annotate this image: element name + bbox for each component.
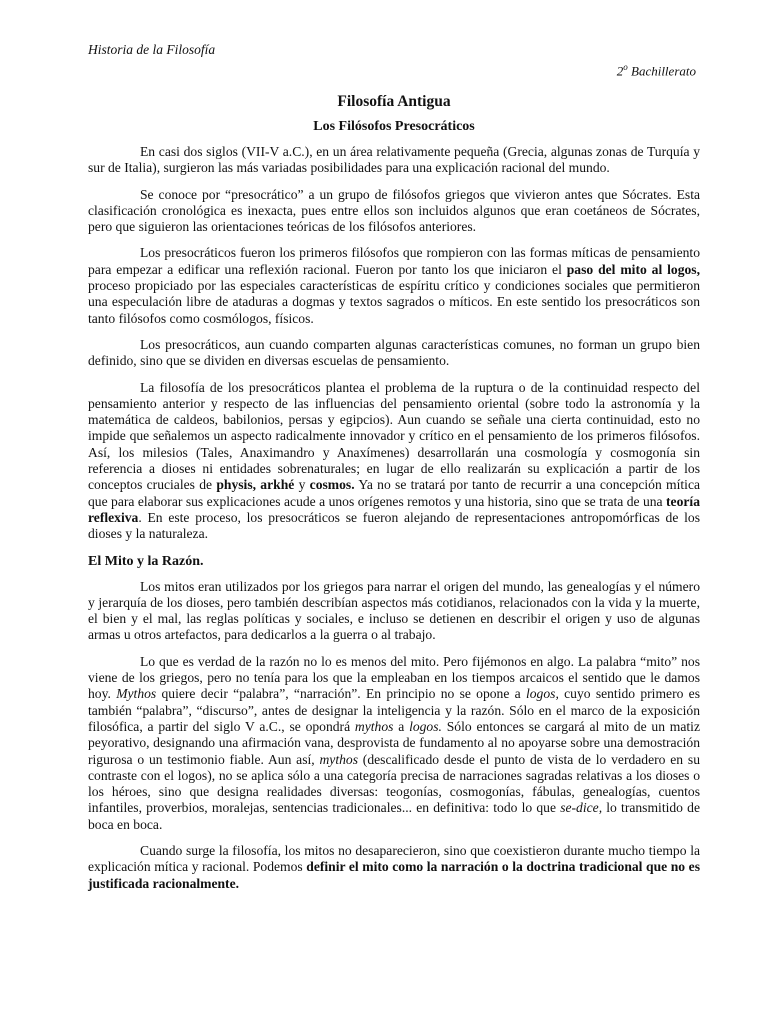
text-run: cuyo sentido primero es también “palabra”, “discurso”, antes de designar la inteligencia y la razón. Sólo en el marco de la exposición filosófica, a partir del siglo V a.C., se opondrá	[88, 686, 700, 734]
course-number: 2	[616, 63, 624, 79]
bold-phrase: cosmos.	[309, 477, 355, 493]
ordinal-indicator: o	[623, 62, 628, 72]
paragraph-1: En casi dos siglos (VII-V a.C.), en un área relativamente pequeña (Grecia, algunas zonas de Turquía y sur de Italia), surgieron las más variadas posibilidades para una explicación racional del mundo.	[88, 144, 700, 176]
text-run: Ya no se tratará por tanto de recurrir a una concepción mítica que para elaborar sus explicaciones acude a unos orígenes remotos y una historia, sino que se trata de una	[88, 477, 701, 509]
course-name: Bachillerato	[627, 63, 696, 79]
text-run: La filosofía de los presocráticos plantea el problema de la ruptura o de la continuidad respecto del pensamiento anterior y respecto de las influencias del pensamiento oriental (sobre todo la astronomía y la matemática de caldeos, babilonios, persas y egipcios). Aun cuando se señale una cierta continuidad, esto no impide que señalemos un aspecto radicalmente innovador y crítico en el pensamiento de los primeros filósofos. Así, los milesios (Tales, Anaximandro y Anaxímenes) desarrollarán una cosmología y cosmogonía sin referencia a dioses ni entidades sobrenaturales; en lugar de ello realizarán su explicación a partir de los conceptos cruciales de	[88, 379, 700, 493]
body-column	[88, 92, 700, 902]
italic-term: se-dice,	[560, 800, 603, 816]
text-run: lo transmitido de boca en boca.	[88, 800, 700, 832]
italic-term: logos,	[525, 686, 559, 702]
italic-term: logos.	[409, 718, 442, 734]
text-run: y	[294, 477, 310, 493]
text-run: a	[393, 718, 410, 734]
paragraph-3	[88, 245, 700, 326]
running-header-left: Historia de la Filosofía	[88, 42, 216, 57]
italic-term: Mythos	[116, 686, 157, 702]
running-header-right	[617, 62, 696, 79]
paragraph-4: Los presocráticos, aun cuando comparten algunas características comunes, no forman un grupo bien definido, sino que se dividen en diversas escuelas de pensamiento.	[88, 336, 700, 369]
paragraph-7	[88, 654, 700, 833]
text-run: proceso propiciado por las especiales características de espíritu crítico y condiciones sociales que permitieron una especulación libre de ataduras a dogmas y textos sagrados o míticos. En este sentido los presocráticos son tanto filósofos como cosmólogos, físicos.	[88, 278, 700, 326]
text-run: Cuando surge la filosofía, los mitos no desaparecieron, sino que coexistieron durante mucho tiempo la explicación mítica y racional. Podemos	[88, 842, 700, 875]
paragraph-8	[88, 843, 700, 892]
paragraph-5	[88, 380, 700, 543]
text-run: Los presocráticos fueron los primeros filósofos que rompieron con las formas míticas de pensamiento para empezar a edificar una reflexión racional. Fueron por tanto los que iniciaron el	[88, 245, 700, 277]
text-run: (descalificado desde el punto de vista de lo verdadero en su contraste con el logos), no se aplica sólo a una categoría precisa de narraciones sagradas relativas a los dioses o los héroes, sino que designa realidades diversas: teogonías, cosmogonías, fábulas, genealogías, cuentos infantiles, proverbios, moralejas, sentencias tradicionales... en definitiva: todo lo que	[88, 751, 700, 816]
italic-term: mythos	[319, 751, 358, 767]
text-run: . En este proceso, los presocráticos se fueron alejando de representaciones antropomórficas de los dioses y la naturaleza.	[88, 509, 700, 542]
bold-phrase: teoría reflexiva	[88, 493, 700, 525]
bold-definition: definir el mito como la narración o la doctrina tradicional que no es justificada racionalmente.	[88, 859, 700, 891]
paragraph-2: Se conoce por “presocrático” a un grupo de filósofos griegos que vivieron antes que Sócrates. Esta clasificación cronológica es inexacta, pues entre ellos son incluidos algunos que eran coetáneos de Sócrates, pero que siguieron las orientaciones teóricas de los filósofos anteriores.	[88, 186, 700, 235]
italic-term: mythos	[354, 718, 394, 734]
text-run: Lo que es verdad de la razón no lo es menos del mito. Pero fijémonos en algo. La palabra “mito” nos viene de los griegos, pero no tenía para los que la empleaban en los tiempos arcaicos el sentido que le damos hoy.	[88, 653, 700, 702]
text-run: Sólo entonces se cargará al mito de un matiz peyorativo, designando una afirmación vana, desprovista de fundamento al no apoyarse sobre una demostración rigurosa o un testimonio fiable. Aun así,	[88, 718, 700, 767]
section-heading: El Mito y la Razón.	[88, 553, 204, 569]
paragraph-6: Los mitos eran utilizados por los griegos para narrar el origen del mundo, las genealogías y el número y jerarquía de los dioses, pero también describían aspectos más cotidianos, relacionados con la vida y la muerte, el bien y el mal, las reglas políticas y sociales, e incluso se detienen en describir el origen y uso de algunas armas u otros artefactos, para dedicarlos a la guerra o al trabajo.	[88, 578, 700, 643]
page-title: Filosofía Antigua	[337, 93, 451, 110]
bold-phrase: physis, arkhé	[216, 477, 295, 493]
bold-phrase: paso del mito al logos,	[566, 261, 700, 277]
page-subtitle: Los Filósofos Presocráticos	[313, 119, 475, 134]
text-run: quiere decir “palabra”, “narración”. En principio no se opone a	[156, 686, 526, 702]
